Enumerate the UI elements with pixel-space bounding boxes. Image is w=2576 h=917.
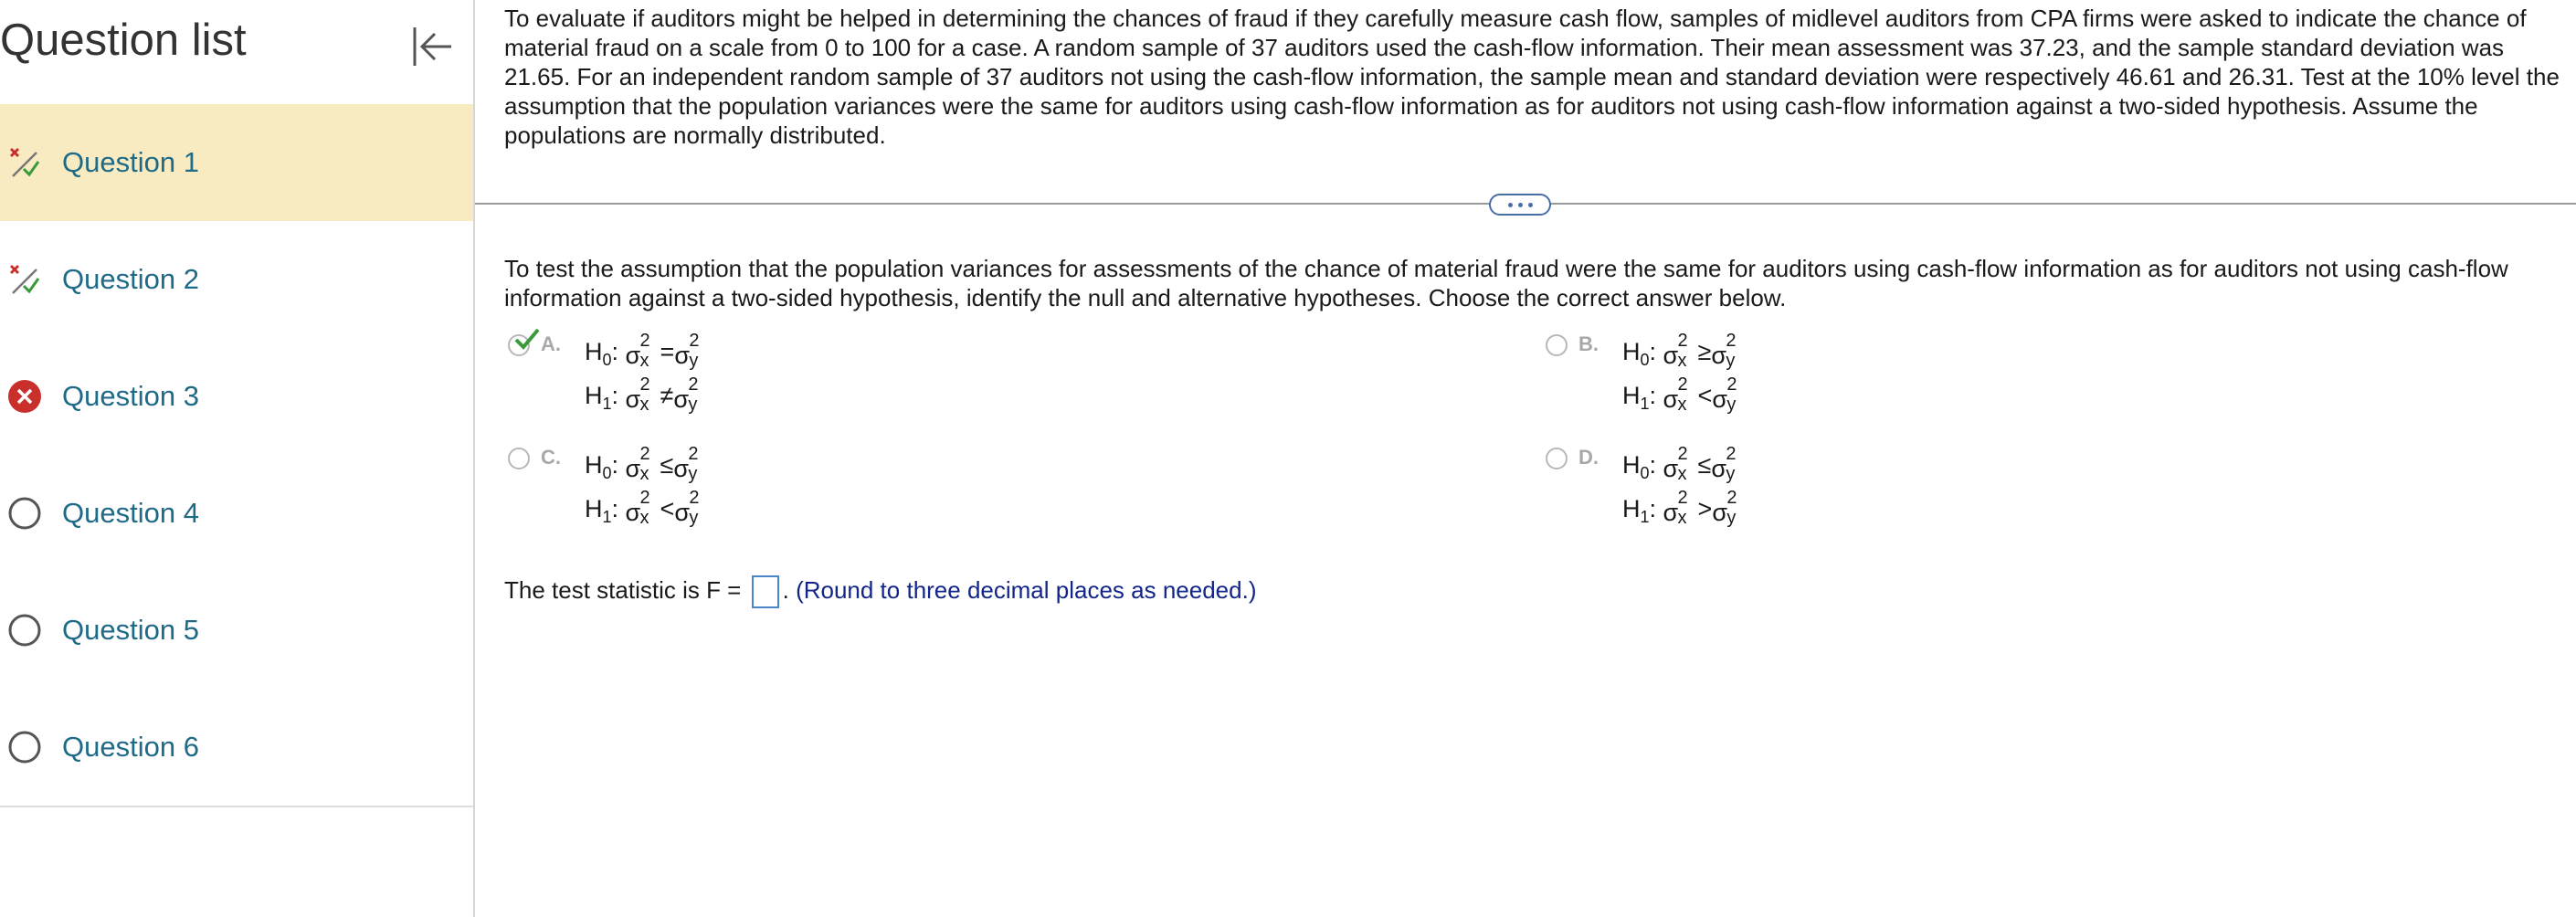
incorrect-icon [7, 379, 42, 414]
option-letter: D. [1578, 446, 1599, 469]
option-d-alternative-hypothesis: $H_1$: σ 2 x > σ 2 y [1622, 487, 1737, 528]
sidebar-item-label: Question 6 [62, 731, 199, 763]
sidebar-item-question-2[interactable] [0, 221, 473, 338]
sidebar-item-label: Question 3 [62, 380, 199, 412]
sidebar-item-label: Question 1 [62, 146, 199, 178]
rounding-hint: (Round to three decimal places as needed.) [796, 575, 1257, 604]
question-stem: To evaluate if auditors might be helped in determining the chances of fraud if they carefully measure cash flow, samples of midlevel auditors from CPA firms were asked to indicate the chance of material fraud on a scale from 0 to 100 for a case. A random sample of 37 auditors used the cash-flow information. Their mean assessment was 37.23, and the sample standard deviation was 21.65. For an independent random sample of 37 auditors not using the cash-flow information, the sample mean and standard deviation were respectively 46.61 and 26.31. Test at the 10% level the assumption that the population variances were the same for auditors using cash-flow information as for auditors not using cash-flow information against a two-sided hypothesis. Assume the populations are normally distributed. [504, 5, 2560, 149]
test-statistic-input[interactable] [752, 575, 779, 608]
option-d-radio[interactable] [1546, 448, 1568, 469]
option-b-null-hypothesis: $H_0$: σ 2 x ≥ σ 2 y [1622, 330, 1737, 371]
sidebar-item-question-3[interactable] [0, 338, 473, 455]
partial-credit-icon [7, 145, 42, 180]
option-d[interactable] [1546, 444, 1820, 535]
option-c-radio[interactable] [508, 448, 530, 469]
sidebar-title: Question list [0, 16, 247, 65]
option-a-alternative-hypothesis: $H_1$: σ 2 x ≠ σ 2 y [585, 374, 699, 415]
question-prompt: To test the assumption that the population variances for assessments of the chance of material fraud were the same for auditors using cash-flow information as for auditors not using cash-flow information against a two-sided hypothesis, identify the null and alternative hypotheses. Choose the correct answer below. [504, 255, 2508, 311]
option-a[interactable] [508, 331, 782, 422]
option-b-radio[interactable] [1546, 334, 1568, 356]
sidebar-item-label: Question 2 [62, 263, 199, 295]
test-statistic-label: The test statistic is F = [504, 575, 742, 604]
option-letter: B. [1578, 332, 1599, 355]
partial-credit-icon [7, 262, 42, 297]
option-c-alternative-hypothesis: $H_1$: σ 2 x < σ 2 y [585, 487, 700, 528]
option-a-null-hypothesis: $H_0$: σ 2 x = σ 2 y [585, 330, 700, 371]
collapse-sidebar-icon[interactable] [411, 24, 453, 69]
option-letter: C. [541, 446, 561, 469]
question-list-sidebar [0, 0, 475, 917]
unanswered-circle-icon [7, 730, 42, 764]
sidebar-item-label: Question 5 [62, 614, 199, 646]
sidebar-item-label: Question 4 [62, 497, 199, 529]
unanswered-circle-icon [7, 496, 42, 531]
option-d-null-hypothesis: $H_0$: σ 2 x ≤ σ 2 y [1622, 443, 1737, 484]
expand-more-button[interactable] [1489, 194, 1551, 216]
unanswered-circle-icon [7, 613, 42, 648]
option-b-alternative-hypothesis: $H_1$: σ 2 x < σ 2 y [1622, 374, 1737, 415]
option-letter: A. [541, 332, 561, 355]
correct-checkmark-icon [513, 327, 541, 351]
option-b[interactable] [1546, 331, 1820, 422]
option-c-null-hypothesis: $H_0$: σ 2 x ≤ σ 2 y [585, 443, 699, 484]
sidebar-item-question-6[interactable] [0, 689, 473, 806]
sidebar-item-question-1[interactable] [0, 104, 473, 221]
sidebar-item-question-5[interactable] [0, 572, 473, 689]
sidebar-divider [0, 806, 473, 807]
option-c[interactable] [508, 444, 782, 535]
test-statistic-row: The test statistic is F = . (Round to three decimal places as needed.) [504, 575, 1256, 608]
sidebar-item-question-4[interactable] [0, 455, 473, 572]
